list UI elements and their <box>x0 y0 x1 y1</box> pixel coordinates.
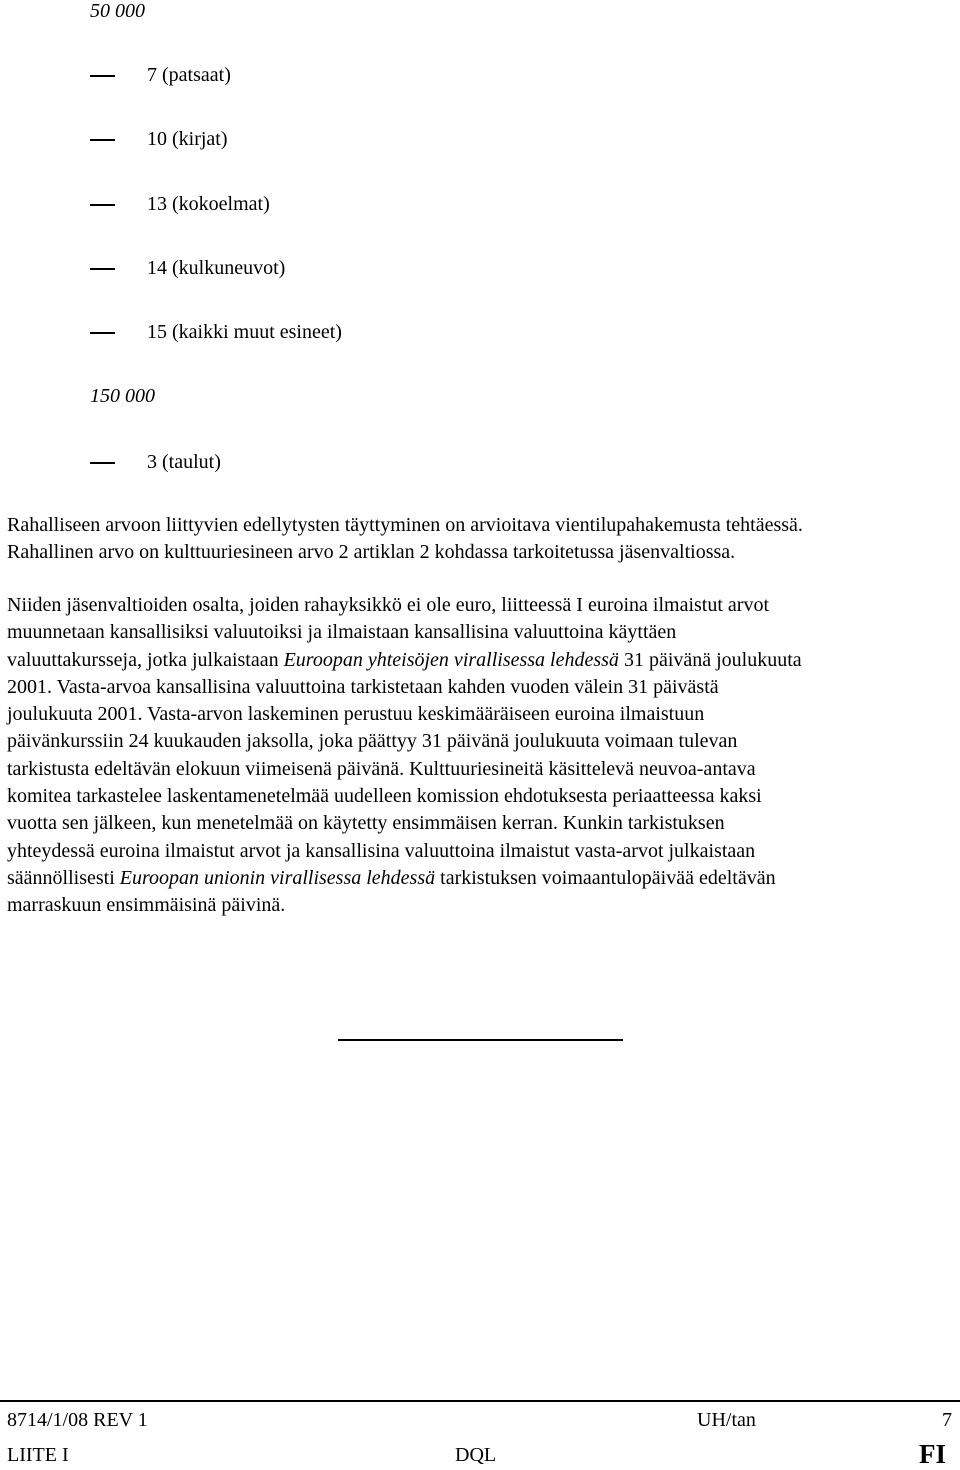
dash-bullet <box>90 139 115 141</box>
dash-bullet <box>90 332 115 334</box>
paragraph-line <box>7 865 942 892</box>
paragraph-text: tarkistuksen voimaantulopäivää edeltävän <box>435 866 776 889</box>
footer-dept: DQL <box>455 1444 497 1466</box>
paragraph-line: tarkistusta edeltävän elokuun viimeisenä päivänä. Kulttuuriesineitä käsittelevä neuvoa-antava <box>7 757 756 780</box>
paragraph-line: päivänkurssiin 24 kuukauden jaksolla, joka päättyy 31 päivänä joulukuuta voimaan tulevan <box>7 730 738 753</box>
paragraph-line: Rahallinen arvo on kulttuuriesineen arvo 2 artiklan 2 kohdassa tarkoitetussa jäsenvaltiossa. <box>7 541 736 564</box>
paragraph-line: joulukuuta 2001. Vasta-arvon laskeminen perustuu keskimääräiseen euroina ilmaistuun <box>7 703 705 726</box>
footer-doc-ref: 8714/1/08 REV 1 <box>7 1409 148 1431</box>
paragraph-currency-conversion <box>7 592 942 920</box>
dash-bullet <box>90 268 115 270</box>
section-separator <box>338 1039 623 1041</box>
paragraph-text: 31 päivänä joulukuuta <box>618 648 802 671</box>
list-item-label: 14 (kulkuneuvot) <box>147 257 286 279</box>
list-item-label: 13 (kokoelmat) <box>147 193 270 215</box>
list-item-label: 3 (taulut) <box>147 451 221 473</box>
paragraph-line: vuotta sen jälkeen, kun menetelmää on käytetty ensimmäisen kerran. Kunkin tarkistuksen <box>7 812 725 835</box>
paragraph-line: Rahalliseen arvoon liittyvien edellytysten täyttyminen on arvioitava vientilupahakemusta tehtäessä. <box>7 514 803 536</box>
paragraph-line: yhteydessä euroina ilmaistut arvot ja kansallisina valuuttoina ilmaistut vasta-arvot julkaistaan <box>7 839 756 862</box>
dash-bullet <box>90 462 115 464</box>
footer-language-code: FI <box>919 1439 946 1469</box>
list-item-label: 15 (kaikki muut esineet) <box>147 321 342 343</box>
threshold-heading-50000: 50 000 <box>90 0 145 22</box>
paragraph-monetary-value <box>7 512 942 567</box>
paragraph-line: Niiden jäsenvaltioiden osalta, joiden rahayksikkö ei ole euro, liitteessä I euroina ilmaistut arvot <box>7 594 770 616</box>
paragraph-line: marraskuun ensimmäisinä päivinä. <box>7 894 286 917</box>
footer-author: UH/tan <box>697 1409 756 1431</box>
journal-title: Euroopan yhteisöjen virallisessa lehdessä <box>283 648 619 671</box>
threshold-heading-150000: 150 000 <box>90 385 155 407</box>
footer-page-number: 7 <box>942 1409 952 1431</box>
paragraph-text: valuuttakursseja, jotka julkaistaan <box>7 648 284 671</box>
paragraph-line: komitea tarkastelee laskentamenetelmää uudelleen komission ehdotuksesta periaatteessa kaksi <box>7 785 762 808</box>
dash-bullet <box>90 75 115 77</box>
list-item-label: 7 (patsaat) <box>147 64 231 86</box>
journal-title: Euroopan unionin virallisessa lehdessä <box>119 866 436 889</box>
paragraph-text: säännöllisesti <box>7 866 120 889</box>
footer-rule <box>0 1400 960 1402</box>
paragraph-line: muunnetaan kansallisiksi valuutoiksi ja ilmaistaan kansallisina valuuttoina käyttäen <box>7 621 677 644</box>
footer-annex: LIITE I <box>7 1444 69 1466</box>
dash-bullet <box>90 204 115 206</box>
list-item-label: 10 (kirjat) <box>147 128 228 150</box>
paragraph-line <box>7 647 942 674</box>
paragraph-line: 2001. Vasta-arvoa kansallisina valuuttoina tarkistetaan kahden vuoden välein 31 päivästä <box>7 675 719 698</box>
